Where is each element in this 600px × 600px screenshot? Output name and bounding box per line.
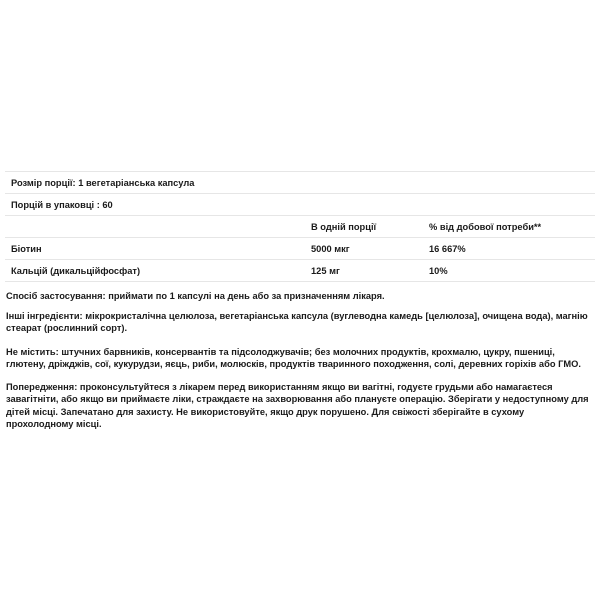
header-empty bbox=[5, 216, 305, 238]
supplement-facts-table-container bbox=[5, 171, 595, 282]
header-daily-value: % від добової потреби** bbox=[423, 216, 595, 238]
table-row bbox=[5, 238, 595, 260]
nutrient-name: Кальцій (дикальційфосфат) bbox=[5, 260, 305, 282]
nutrient-amount: 125 мг bbox=[305, 260, 423, 282]
other-ingredients-paragraph: Інші інгредієнти: мікрокристалічна целюлоза, вегетаріанська капсула (вуглеводна камедь [целюлоза], очищена вода), магнію стеарат (рослинний сорт). bbox=[6, 311, 588, 334]
serving-size-row bbox=[5, 172, 595, 194]
nutrient-amount: 5000 мкг bbox=[305, 238, 423, 260]
free-from-paragraph: Не містить: штучних барвників, консервантів та підсолоджувачів; без молочних продуктів, крохмалю, цукру, пшениці, глютену, дріжджів, сої, кукурудзи, яєць, риби, молюсків, продуктів тваринного походження, солі, деревних горіхів або ГМО. bbox=[6, 347, 581, 370]
nutrient-daily-value: 16 667% bbox=[423, 238, 595, 260]
header-amount: В одній порції bbox=[305, 216, 423, 238]
servings-per-container: Порцій в упаковці : 60 bbox=[5, 194, 595, 216]
servings-per-container-row bbox=[5, 194, 595, 216]
table-header-row bbox=[5, 216, 595, 238]
nutrient-daily-value: 10% bbox=[423, 260, 595, 282]
serving-size: Розмір порції: 1 вегетаріанська капсула bbox=[5, 172, 595, 194]
nutrient-name: Біотин bbox=[5, 238, 305, 260]
warning-paragraph: Попередження: проконсультуйтеся з лікарем перед використанням якщо ви вагітні, годуєте грудьми або намагаєтеся завагітніти, або якщо ви приймаєте ліки, страждаєте на захворювання або плануєте операцію. Зберігати у недоступному для дітей місці. Запечатано для захисту. Не використовуйте, якщо друк порушено. Для свіжості зберігайте в сухому прохолодному місці. bbox=[6, 382, 589, 429]
table-row bbox=[5, 260, 595, 282]
supplement-facts-table bbox=[5, 171, 595, 282]
usage-paragraph: Спосіб застосування: приймати по 1 капсулі на день або за призначенням лікаря. bbox=[6, 291, 385, 301]
